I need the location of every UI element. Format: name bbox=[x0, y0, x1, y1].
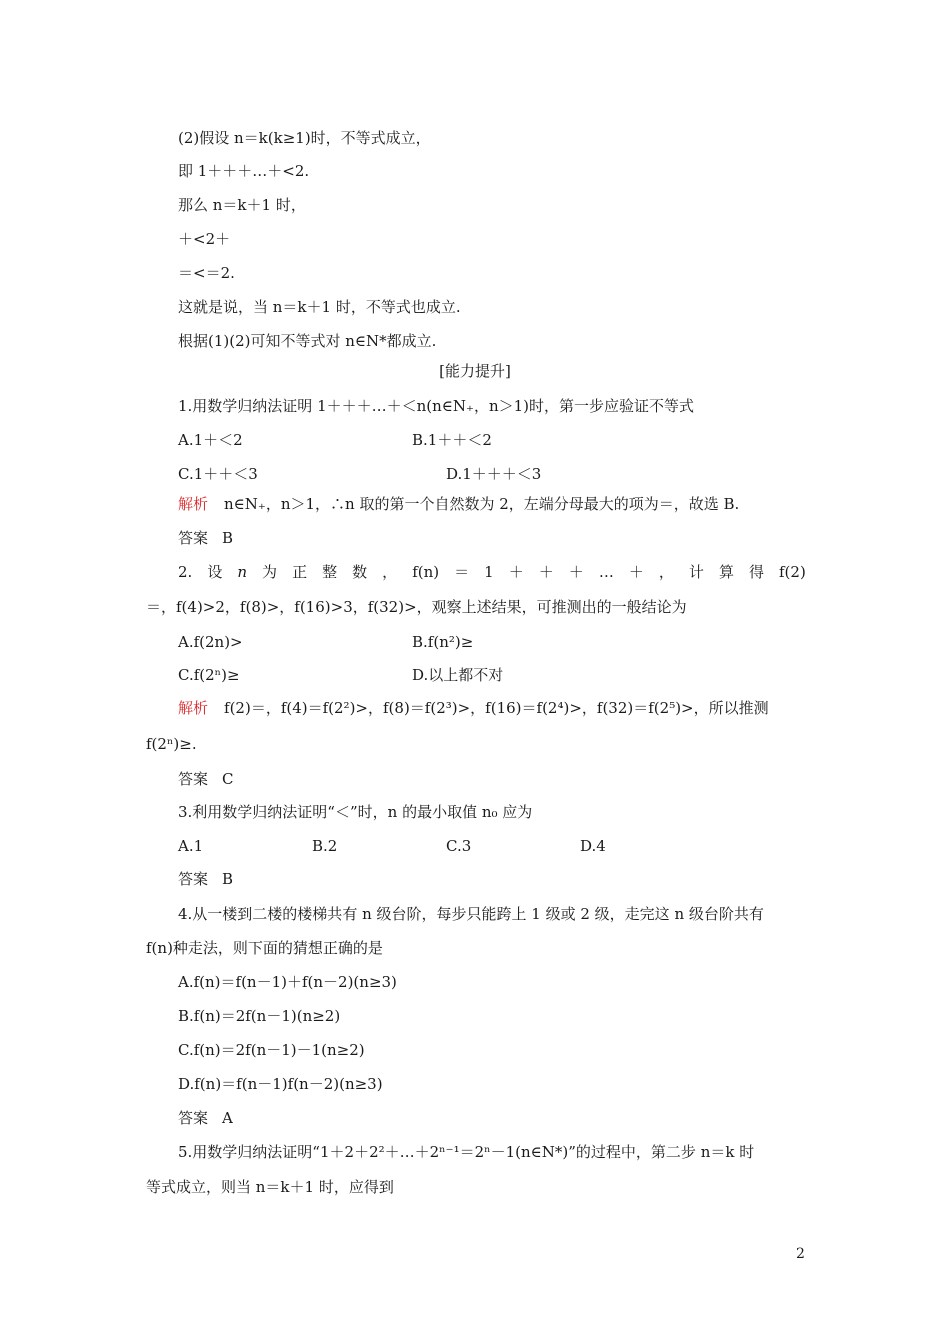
q2-token: 算 bbox=[718, 563, 734, 581]
proof-line-6: 这就是说，当 n＝k＋1 时，不等式也成立. bbox=[178, 298, 461, 316]
q1-answer bbox=[178, 527, 233, 549]
q2-option-a: A.f(2n)> bbox=[178, 633, 243, 651]
q2-token: 为 bbox=[262, 563, 278, 581]
q2-analysis-text: f(2)＝，f(4)＝f(2²)>，f(8)＝f(2³)>，f(16)＝f(2⁴)>，f(32)＝f(2⁵)>，所以推测 bbox=[224, 699, 769, 717]
q2-option-d: D.以上都不对 bbox=[412, 666, 504, 684]
q1-option-b: B.1＋＋＜2 bbox=[412, 431, 492, 449]
q4-stem-line-1: 4.从一楼到二楼的楼梯共有 n 级台阶，每步只能跨上 1 级或 2 级，走完这 n 级台阶共有 bbox=[178, 905, 764, 923]
q2-token: f(2) bbox=[779, 563, 806, 581]
q3-answer bbox=[178, 868, 233, 890]
q2-token: ＝ bbox=[454, 563, 470, 581]
answer-label: 答案 bbox=[178, 529, 209, 547]
q2-token: 正 bbox=[292, 563, 308, 581]
q3-option-a: A.1 bbox=[178, 837, 204, 855]
q1-analysis-text: n∈N₊，n＞1，∴n 取的第一个自然数为 2，左端分母最大的项为＝，故选 B. bbox=[224, 495, 740, 513]
page-number: 2 bbox=[796, 1246, 805, 1262]
q2-stem-line-2: ＝，f(4)>2，f(8)>，f(16)>3，f(32)>，观察上述结果，可推测出的一般结论为 bbox=[146, 598, 687, 616]
q2-token: … bbox=[598, 563, 614, 581]
q5-stem-line-2: 等式成立，则当 n＝k＋1 时，应得到 bbox=[146, 1178, 394, 1196]
proof-line-3: 那么 n＝k＋1 时， bbox=[178, 196, 306, 214]
q3-answer-value: B bbox=[222, 870, 234, 888]
q2-option-b: B.f(n²)≥ bbox=[412, 633, 474, 651]
proof-line-2: 即 1＋＋＋…＋<2. bbox=[178, 162, 310, 180]
q2-token: n bbox=[237, 563, 248, 581]
q1-answer-value: B bbox=[222, 529, 234, 547]
q2-token: 得 bbox=[748, 563, 764, 581]
q2-token: 2. bbox=[178, 563, 193, 581]
q2-token: ＋ bbox=[508, 563, 524, 581]
q2-token: ＋ bbox=[538, 563, 554, 581]
q4-option-b: B.f(n)＝2f(n－1)(n≥2) bbox=[178, 1007, 341, 1025]
section-title: [能力提升] bbox=[439, 362, 511, 380]
q1-option-a: A.1＋＜2 bbox=[178, 431, 243, 449]
q3-option-c: C.3 bbox=[446, 837, 472, 855]
q3-option-d: D.4 bbox=[580, 837, 606, 855]
q2-token: ＋ bbox=[568, 563, 584, 581]
q1-stem: 1.用数学归纳法证明 1＋＋＋…＋＜n(n∈N₊，n＞1)时，第一步应验证不等式 bbox=[178, 397, 695, 415]
q4-option-a: A.f(n)＝f(n－1)＋f(n－2)(n≥3) bbox=[178, 973, 397, 991]
proof-line-5: ＝<＝2. bbox=[178, 264, 235, 282]
q4-option-c: C.f(n)＝2f(n－1)－1(n≥2) bbox=[178, 1041, 365, 1059]
q2-token: 数 bbox=[352, 563, 368, 581]
answer-label: 答案 bbox=[178, 870, 209, 888]
q2-token: 计 bbox=[688, 563, 704, 581]
analysis-label: 解析 bbox=[178, 699, 209, 717]
q3-stem: 3.利用数学归纳法证明“＜”时，n 的最小取值 n₀ 应为 bbox=[178, 803, 533, 821]
q4-option-d: D.f(n)＝f(n－1)f(n－2)(n≥3) bbox=[178, 1075, 383, 1093]
q2-answer bbox=[178, 768, 234, 790]
q2-token: f(n) bbox=[412, 563, 440, 581]
q4-answer bbox=[178, 1107, 233, 1129]
proof-line-7: 根据(1)(2)可知不等式对 n∈N*都成立. bbox=[178, 332, 437, 350]
proof-line-4: ＋<2＋ bbox=[178, 230, 231, 248]
answer-label: 答案 bbox=[178, 1109, 209, 1127]
answer-label: 答案 bbox=[178, 770, 209, 788]
q2-answer-value: C bbox=[222, 770, 234, 788]
q2-analysis-line-2: f(2ⁿ)≥. bbox=[146, 735, 197, 753]
q2-token: 整 bbox=[322, 563, 338, 581]
q5-stem-line-1: 5.用数学归纳法证明“1＋2＋2²＋…＋2ⁿ⁻¹＝2ⁿ－1(n∈N*)”的过程中，第二步 n＝k 时 bbox=[178, 1143, 755, 1161]
q4-answer-value: A bbox=[222, 1109, 233, 1127]
q3-option-b: B.2 bbox=[312, 837, 338, 855]
q2-token: ， bbox=[658, 563, 674, 581]
q4-stem-line-2: f(n)种走法，则下面的猜想正确的是 bbox=[146, 939, 383, 957]
q2-option-c: C.f(2ⁿ)≥ bbox=[178, 666, 240, 684]
q2-stem-line-1 bbox=[178, 561, 806, 583]
q2-token: ＋ bbox=[628, 563, 644, 581]
q2-token: ， bbox=[382, 563, 398, 581]
q1-option-d: D.1＋＋＋＜3 bbox=[446, 465, 542, 483]
q1-option-c: C.1＋＋＜3 bbox=[178, 465, 258, 483]
q2-token: 1 bbox=[484, 563, 494, 581]
proof-line-1: (2)假设 n＝k(k≥1)时，不等式成立， bbox=[178, 129, 431, 147]
q2-token: 设 bbox=[207, 563, 223, 581]
q1-analysis bbox=[178, 493, 739, 515]
analysis-label: 解析 bbox=[178, 495, 209, 513]
q2-analysis-line-1 bbox=[178, 697, 769, 719]
